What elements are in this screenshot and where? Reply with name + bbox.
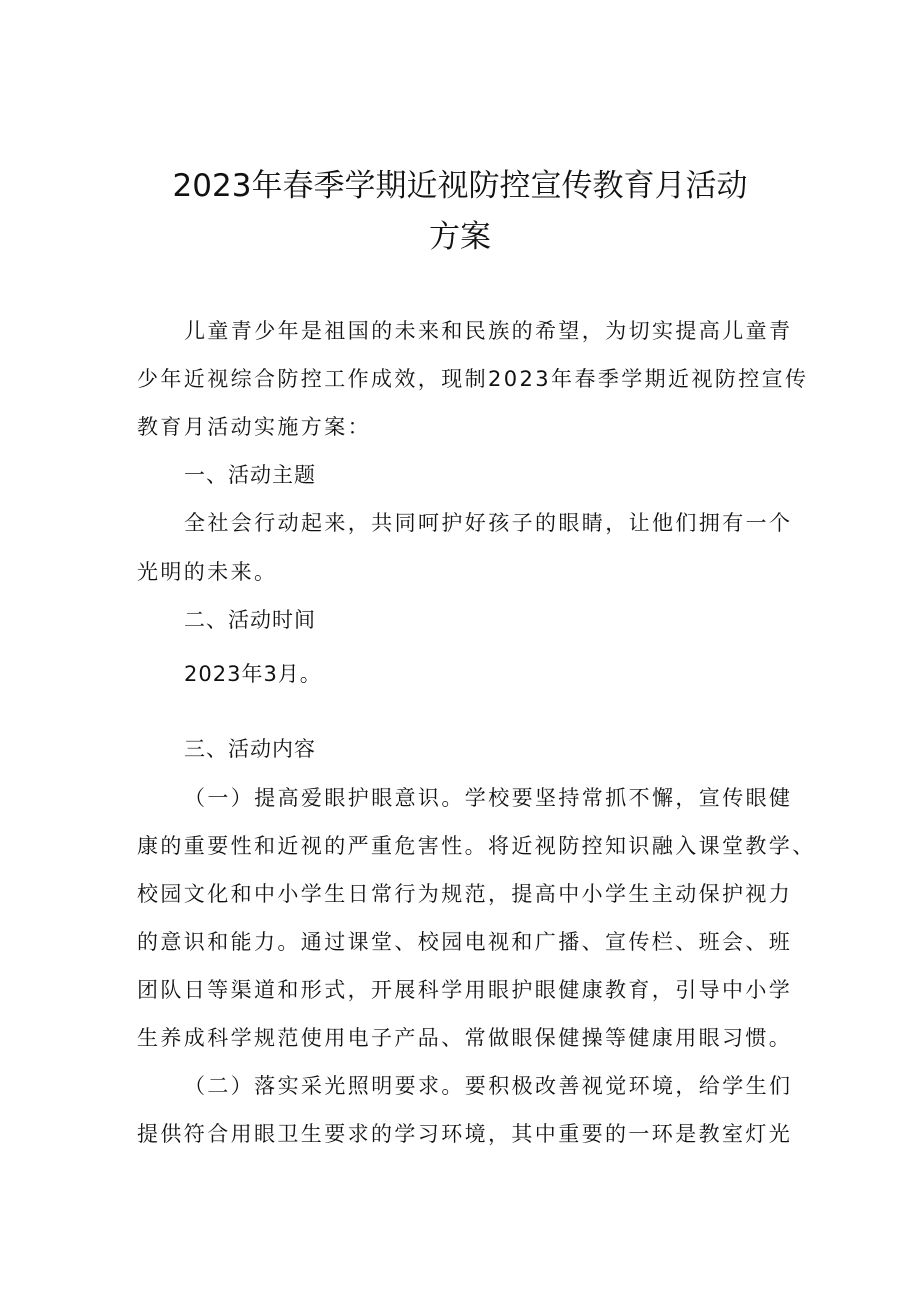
intro-line: 儿童青少年是祖国的未来和民族的希望，为切实提高儿童青	[184, 319, 793, 343]
item2-line: 提供符合用眼卫生要求的学习环境，其中重要的一环是教室灯光	[137, 1122, 793, 1146]
section-heading-time: 二、活动时间	[184, 608, 316, 632]
section-heading-theme: 一、活动主题	[184, 463, 316, 487]
section1-line: 全社会行动起来，共同呵护好孩子的眼睛，让他们拥有一个	[184, 511, 793, 535]
item1-line: 的意识和能力。通过课堂、校园电视和广播、宣传栏、班会、班	[137, 930, 793, 954]
document-title-line2: 方案	[429, 219, 491, 255]
document-title-line1: 2023年春季学期近视防控宣传教育月活动	[172, 168, 748, 204]
item1-line: 团队日等渠道和形式，开展科学用眼护眼健康教育，引导中小学	[137, 978, 793, 1002]
intro-line: 教育月活动实施方案：	[137, 415, 371, 439]
item1-line: 校园文化和中小学生日常行为规范，提高中小学生主动保护视力	[137, 882, 793, 906]
section-heading-content: 三、活动内容	[184, 737, 316, 761]
item1-line: 康的重要性和近视的严重危害性。将近视防控知识融入课堂教学、	[137, 834, 816, 858]
intro-line: 少年近视综合防控工作成效，现制2023年春季学期近视防控宣传	[137, 367, 809, 391]
section1-line: 光明的未来。	[137, 560, 278, 584]
section2-line: 2023年3月。	[184, 662, 322, 686]
item1-line: （一）提高爱眼护眼意识。学校要坚持常抓不懈，宣传眼健	[184, 786, 793, 810]
item1-line: 生养成科学规范使用电子产品、常做眼保健操等健康用眼习惯。	[137, 1026, 793, 1050]
item2-line: （二）落实采光照明要求。要积极改善视觉环境，给学生们	[184, 1074, 793, 1098]
